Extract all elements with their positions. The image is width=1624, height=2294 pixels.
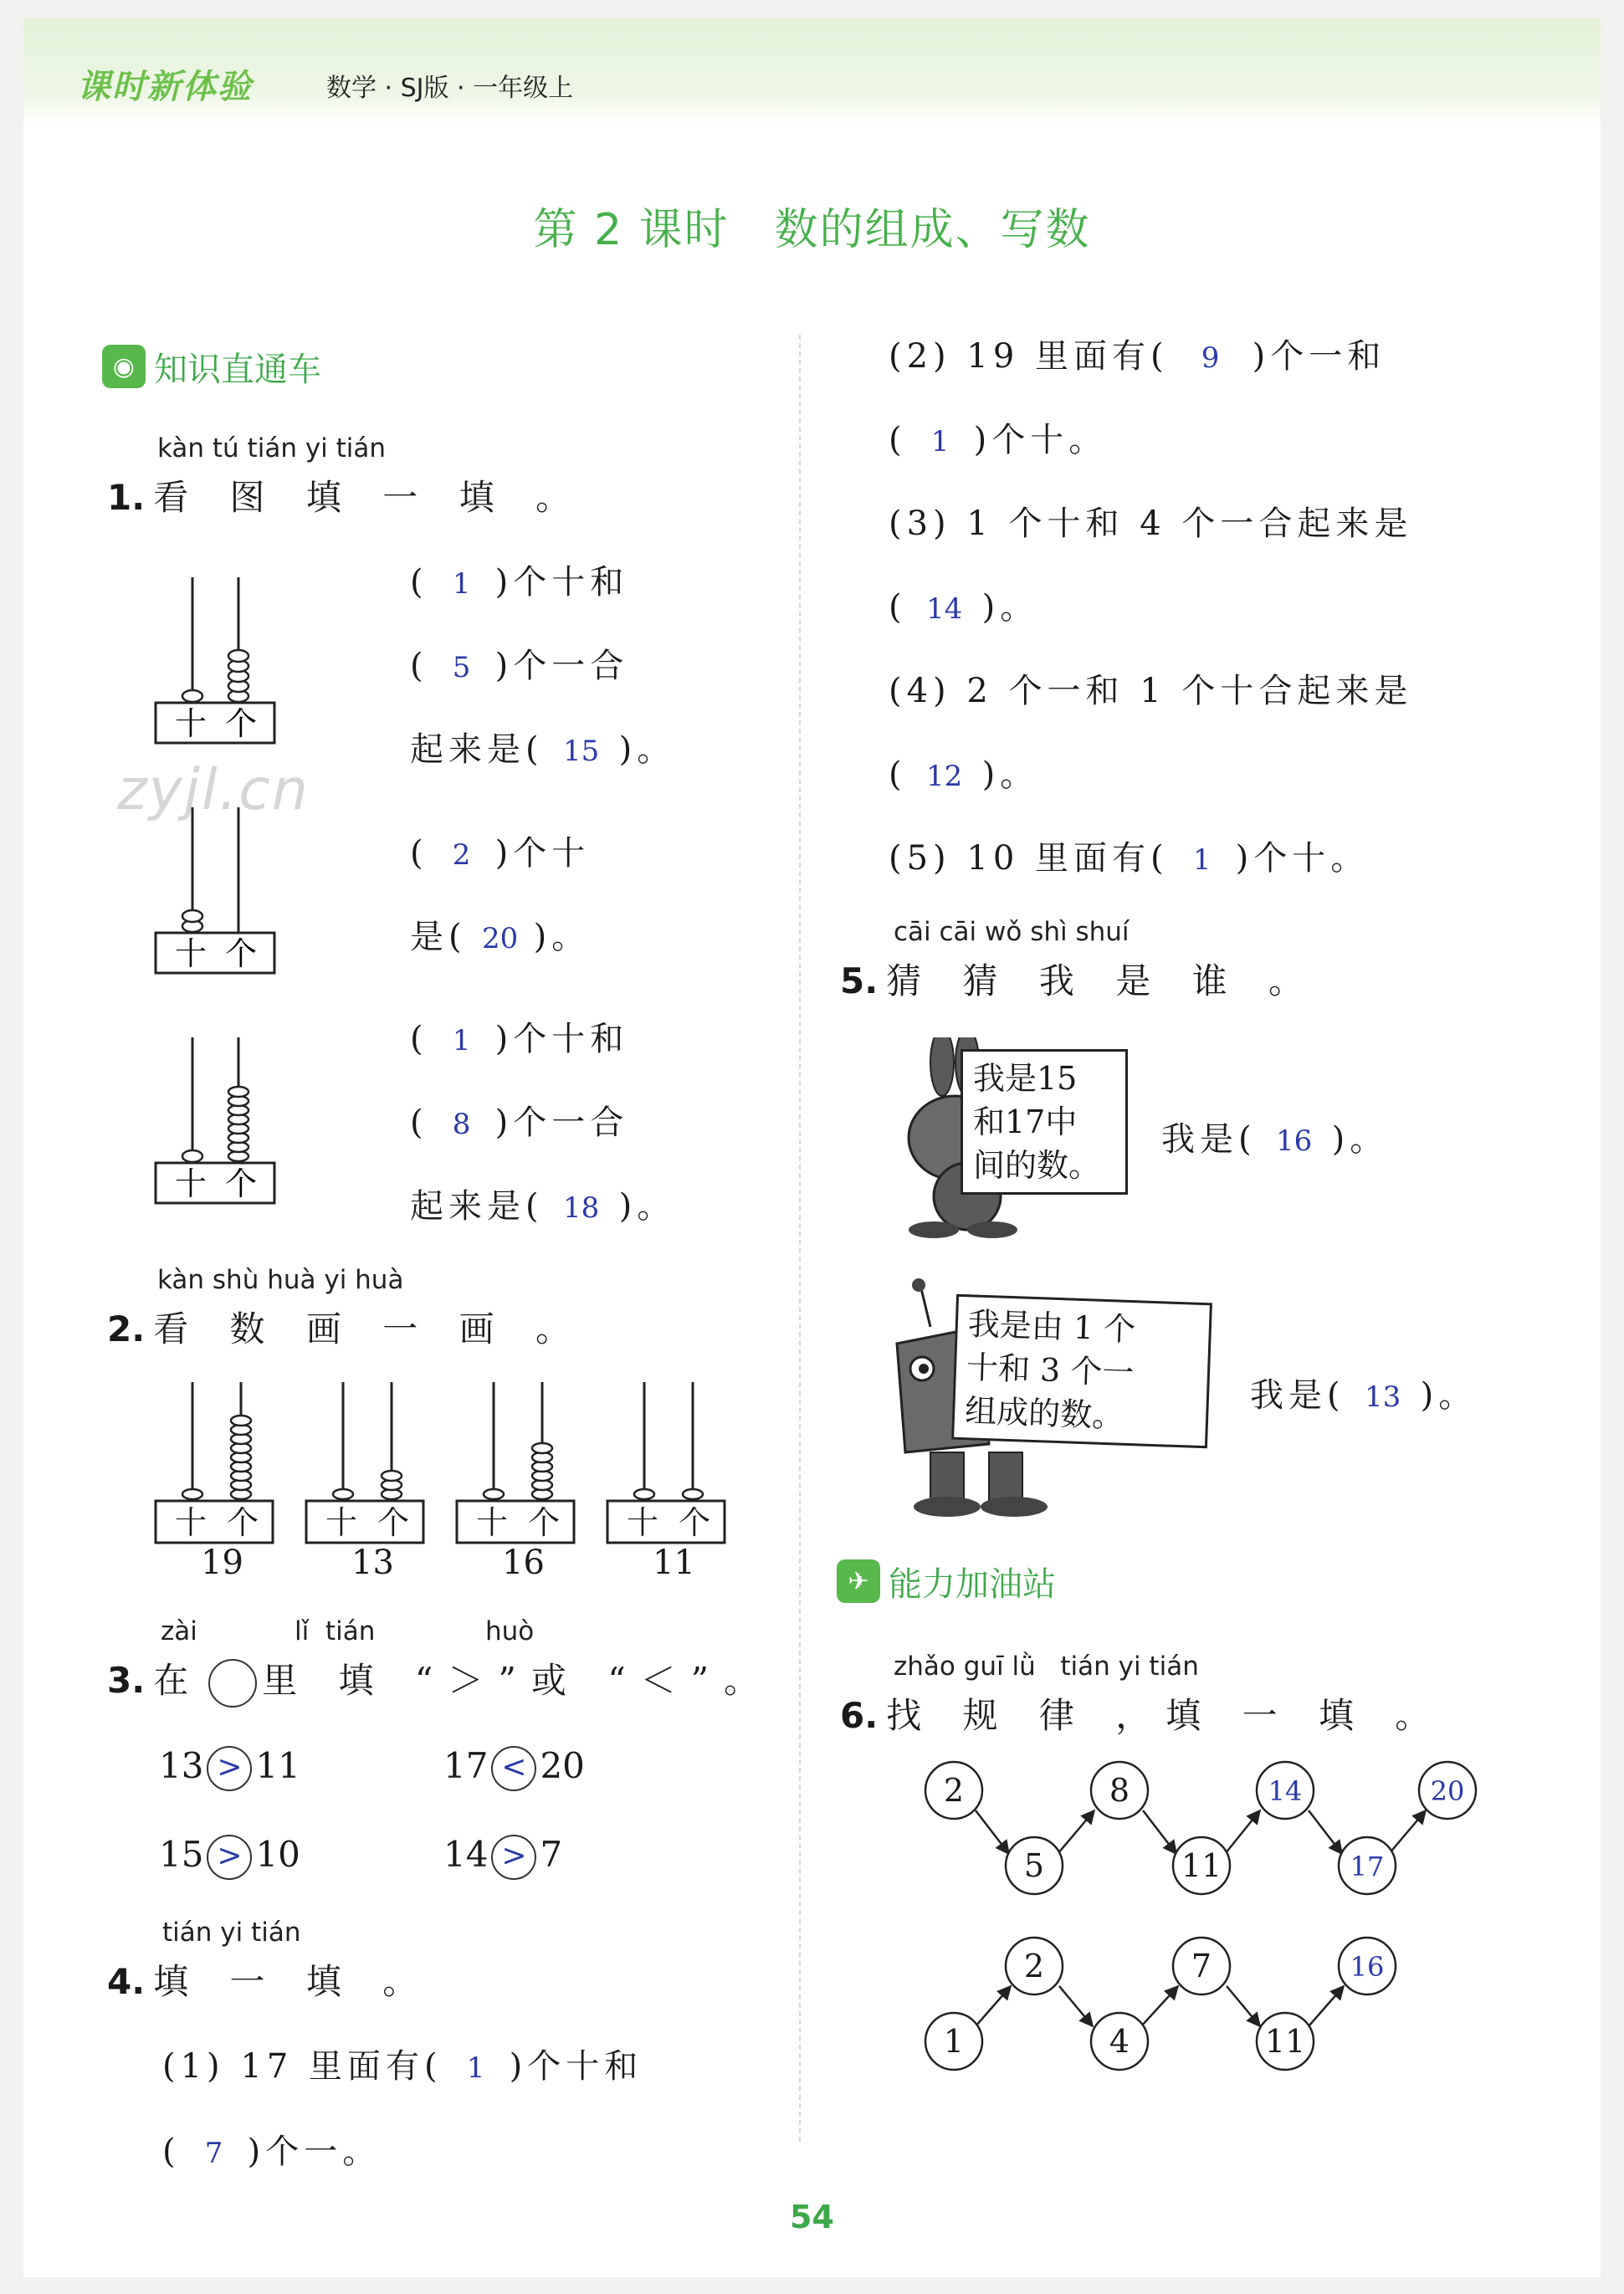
- q3-compare-3-sign: >: [207, 1835, 252, 1880]
- q6-row1-bottom-3: 17: [1350, 1851, 1385, 1882]
- q5-answer-1: 16: [1275, 1124, 1313, 1158]
- q6-row1-top-3: 14: [1268, 1775, 1303, 1807]
- abacus-1-tens-label: 十: [174, 705, 207, 742]
- q6-row2-bottom-2: 4: [1109, 2023, 1130, 2060]
- q1-item3-line1: ( 1 )个十和: [410, 1020, 629, 1058]
- section-knowledge: [102, 343, 321, 390]
- q3-pinyin-li: lǐ tián: [295, 1616, 376, 1646]
- svg-text:十: 十: [174, 1504, 207, 1541]
- q5-card2-line2: 十和 3 个一: [966, 1349, 1135, 1392]
- q1-item3-answer2: 8: [452, 1108, 471, 1141]
- q4-part2-answer1: 9: [1201, 341, 1220, 375]
- q1-pinyin: kàn tú tián yi tián: [157, 433, 387, 463]
- q2-number-3: 16: [502, 1544, 545, 1582]
- q3-number: 3.: [107, 1660, 146, 1701]
- q5-card1-line1: 我是15: [973, 1060, 1078, 1097]
- q5-card1-line2: 和17中: [973, 1103, 1078, 1140]
- header-subtitle: 数学 · SJ版 · 一年级上: [326, 74, 574, 103]
- svg-text:个: 个: [377, 1504, 410, 1541]
- q3-compare-4: 14 > 7: [443, 1834, 562, 1880]
- q3-compare-1-sign: >: [207, 1746, 252, 1791]
- q1-item3-line2: ( 8 )个一合: [410, 1103, 629, 1142]
- q4-number: 4.: [107, 1961, 146, 2002]
- q4-part1-line2: ( 7 )个一。: [162, 2133, 382, 2171]
- q5-pinyin: cāi cāi wǒ shì shuí: [894, 917, 1130, 947]
- svg-text:十: 十: [475, 1504, 509, 1541]
- q3-pinyin-zai: zài: [161, 1616, 197, 1646]
- q1-title-text: 看 图 填 一 填 。: [153, 477, 586, 518]
- q4-part1-line1: (1) 17 里面有( 1 )个十和: [162, 2047, 643, 2086]
- q4-part2-line2: ( 1 )个十。: [889, 421, 1108, 459]
- q1-item3-line3: 起来是( 18 )。: [410, 1187, 676, 1226]
- q4-part5-answer: 1: [1192, 843, 1212, 877]
- q5-card2-line1: 我是由 1 个: [967, 1305, 1136, 1349]
- page-header: [23, 18, 1601, 125]
- q1-item1-line1: ( 1 )个十和: [410, 563, 629, 602]
- section-ability: [837, 1558, 1056, 1605]
- q4-part2-answer2: 1: [930, 425, 950, 458]
- q3-compare-4-sign: >: [491, 1835, 536, 1880]
- q1-item1-line3: 起来是( 15 )。: [410, 730, 676, 769]
- column-divider: [799, 335, 801, 2142]
- q1-number: 1.: [107, 477, 146, 518]
- q4-title: [107, 1954, 433, 2005]
- bird-icon: ✈: [837, 1559, 880, 1603]
- q1-title: [107, 470, 586, 520]
- q4-part1-answer2: 7: [204, 2137, 223, 2170]
- q2-number: 2.: [107, 1308, 146, 1349]
- q6-row1-bottom-1: 5: [1023, 1847, 1045, 1884]
- q3-compare-2-sign: <: [491, 1746, 536, 1791]
- q2-pinyin: kàn shù huà yi huà: [157, 1265, 404, 1295]
- q3-compare-2: 17 < 20: [443, 1745, 585, 1791]
- q6-row1-top-4: 20: [1430, 1775, 1465, 1807]
- section-knowledge-label: 知识直通车: [154, 350, 321, 389]
- q1-item1-answer3: 15: [562, 735, 600, 768]
- header-brand: 课时新体验: [77, 68, 253, 106]
- q6-row2-top-1: 2: [1023, 1948, 1045, 1984]
- q2-title-text: 看 数 画 一 画 。: [153, 1308, 586, 1349]
- q5-number: 5.: [840, 960, 879, 1001]
- q4-part4-line2: ( 12 )。: [889, 755, 1039, 794]
- q5-answer-1-line: 我是( 16 )。: [1161, 1120, 1389, 1159]
- q1-item1-answer2: 5: [452, 651, 471, 684]
- abacus-3: [151, 1037, 284, 1205]
- q5-title: [840, 954, 1319, 1004]
- q2-number-4: 11: [653, 1544, 695, 1582]
- q2-number-2: 13: [351, 1544, 394, 1582]
- q3-compare-1: 13 > 11: [159, 1745, 300, 1791]
- q5-title-text: 猜 猜 我 是 谁 。: [886, 960, 1319, 1001]
- q1-item2-line2: 是( 20 )。: [410, 918, 591, 956]
- q3-title: 3. 在 里 填 “＞”或 “＜”。: [107, 1653, 774, 1708]
- q4-part2-line1: (2) 19 里面有( 9 )个一和: [889, 337, 1386, 376]
- q1-item2-answer1: 2: [452, 838, 471, 872]
- section-ability-label: 能力加油站: [889, 1564, 1056, 1604]
- q1-item3-answer3: 18: [562, 1191, 600, 1225]
- q4-part3-line1: (3) 1 个十和 4 个一合起来是: [889, 504, 1413, 543]
- q1-item1-answer1: 1: [452, 567, 471, 601]
- q3-pinyin-huo: huò: [485, 1616, 535, 1646]
- q5-card-1: [961, 1049, 1128, 1195]
- q1-item1-line2: ( 5 )个一合: [410, 647, 629, 685]
- q3-compare-3: 15 > 10: [159, 1834, 300, 1880]
- q6-title: [840, 1688, 1445, 1738]
- q6-row1-top-1: 2: [943, 1772, 965, 1809]
- q5-card-2: [951, 1294, 1212, 1449]
- svg-text:十: 十: [325, 1504, 358, 1541]
- q2-title: [107, 1302, 586, 1352]
- q4-part5-line1: (5) 10 里面有( 1 )个十。: [889, 839, 1370, 878]
- q6-row2-top-3: 16: [1350, 1951, 1385, 1983]
- q5-card1-line3: 间的数。: [973, 1147, 1101, 1184]
- abacus-3-tens-label: 十: [174, 1165, 207, 1202]
- q1-item3-answer1: 1: [452, 1024, 471, 1057]
- q2-number-1: 19: [201, 1544, 243, 1582]
- q6-row1-top-2: 8: [1109, 1772, 1130, 1809]
- q4-title-text: 填 一 填 。: [153, 1961, 433, 2002]
- abacus-2: [151, 807, 284, 975]
- blank-circle-icon: [208, 1659, 257, 1708]
- q4-part4-line1: (4) 2 个一和 1 个十合起来是: [889, 672, 1413, 710]
- abacus-3-ones-label: 个: [224, 1165, 258, 1202]
- page-number: 54: [790, 2199, 834, 2235]
- q6-number: 6.: [840, 1695, 879, 1736]
- q5-answer-2: 13: [1364, 1380, 1401, 1414]
- svg-text:个: 个: [678, 1504, 711, 1541]
- q1-item2-line1: ( 2 )个十: [410, 834, 591, 873]
- watermark: zyjl.cn: [117, 757, 310, 823]
- q4-part1-answer1: 1: [466, 2051, 485, 2085]
- q6-pinyin: zhǎo guī lǜ tián yi tián: [894, 1651, 1199, 1682]
- q6-title-text: 找 规 律 ，填 一 填 。: [886, 1695, 1446, 1736]
- svg-text:个: 个: [527, 1504, 561, 1541]
- abacus-2-ones-label: 个: [224, 935, 258, 972]
- q4-part3-line2: ( 14 )。: [889, 588, 1039, 627]
- q4-part3-answer: 14: [925, 592, 963, 626]
- q6-row2-bottom-3: 11: [1264, 2023, 1306, 2060]
- q4-pinyin: tián yi tián: [162, 1918, 301, 1948]
- q4-part4-answer: 12: [925, 760, 963, 793]
- q5-answer-2-line: 我是( 13 )。: [1250, 1376, 1478, 1415]
- q5-card2-line3: 组成的数。: [964, 1392, 1125, 1435]
- q6-row1-bottom-2: 11: [1181, 1847, 1222, 1884]
- svg-text:个: 个: [226, 1504, 259, 1541]
- svg-text:十: 十: [626, 1504, 659, 1541]
- q6-row2-top-2: 7: [1191, 1948, 1212, 1984]
- q6-number-chains: [870, 1757, 1539, 2108]
- abacus-1-ones-label: 个: [224, 705, 258, 742]
- q1-item2-answer2: 20: [481, 922, 519, 955]
- abacus-1: [151, 577, 284, 745]
- abacus-2-tens-label: 十: [174, 935, 207, 972]
- train-icon: ◉: [102, 345, 146, 388]
- lesson-title: 第 2 课时 数的组成、写数: [533, 205, 1091, 255]
- q6-row2-bottom-1: 1: [943, 2023, 965, 2060]
